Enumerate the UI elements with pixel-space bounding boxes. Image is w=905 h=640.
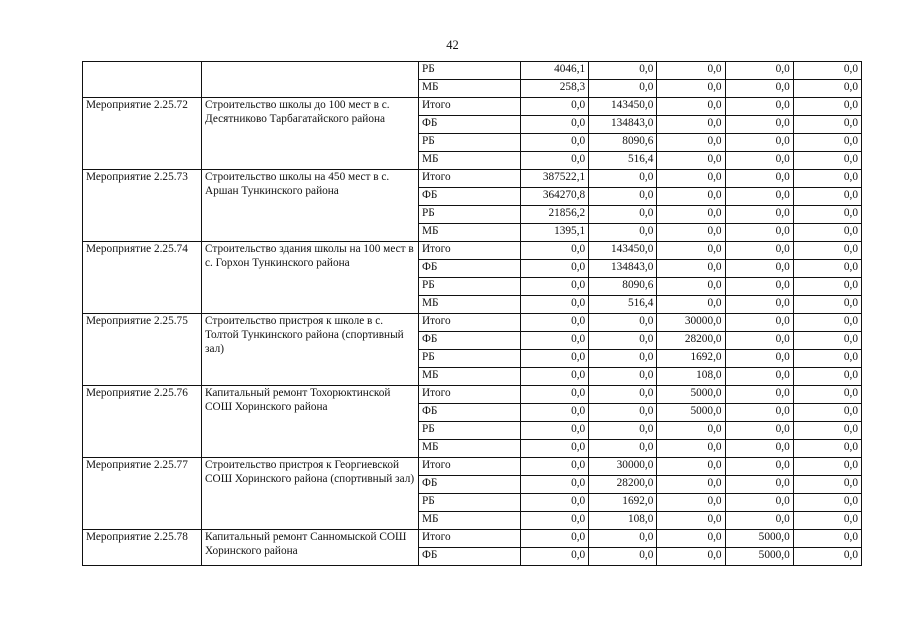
value-cell: 0,0	[725, 422, 793, 440]
value-cell: 0,0	[725, 386, 793, 404]
value-cell: 0,0	[725, 350, 793, 368]
value-cell: 0,0	[657, 134, 725, 152]
value-cell: 0,0	[793, 314, 861, 332]
value-cell: 0,0	[521, 422, 589, 440]
value-cell: 30000,0	[657, 314, 725, 332]
value-cell: 0,0	[793, 80, 861, 98]
value-cell: 5000,0	[657, 404, 725, 422]
value-cell: 0,0	[657, 278, 725, 296]
value-cell: 143450,0	[589, 242, 657, 260]
value-cell: 0,0	[521, 368, 589, 386]
value-cell: 0,0	[793, 278, 861, 296]
measure-id-cell: Мероприятие 2.25.78	[83, 530, 202, 566]
value-cell: 364270,8	[521, 188, 589, 206]
value-cell: 0,0	[793, 98, 861, 116]
value-cell: 0,0	[589, 224, 657, 242]
value-cell: 0,0	[657, 80, 725, 98]
value-cell: 0,0	[589, 548, 657, 566]
value-cell: 0,0	[521, 296, 589, 314]
value-cell: 0,0	[793, 440, 861, 458]
value-cell: 0,0	[793, 242, 861, 260]
value-cell: 0,0	[725, 260, 793, 278]
value-cell: 0,0	[589, 404, 657, 422]
source-cell: РБ	[419, 134, 521, 152]
source-cell: РБ	[419, 422, 521, 440]
value-cell: 0,0	[725, 458, 793, 476]
value-cell: 0,0	[725, 224, 793, 242]
value-cell: 0,0	[657, 116, 725, 134]
value-cell: 1395,1	[521, 224, 589, 242]
measure-id-cell: Мероприятие 2.25.76	[83, 386, 202, 458]
value-cell: 0,0	[793, 422, 861, 440]
value-cell: 5000,0	[725, 548, 793, 566]
value-cell: 8090,6	[589, 278, 657, 296]
value-cell: 0,0	[521, 332, 589, 350]
value-cell: 0,0	[589, 170, 657, 188]
page-number: 42	[446, 38, 459, 52]
source-cell: РБ	[419, 206, 521, 224]
value-cell: 0,0	[793, 152, 861, 170]
value-cell: 0,0	[725, 98, 793, 116]
source-cell: ФБ	[419, 476, 521, 494]
source-cell: МБ	[419, 440, 521, 458]
budget-table	[82, 61, 862, 566]
source-cell: Итого	[419, 242, 521, 260]
value-cell: 0,0	[657, 98, 725, 116]
source-cell: МБ	[419, 512, 521, 530]
table-row	[83, 458, 862, 476]
value-cell: 0,0	[725, 368, 793, 386]
table-row	[83, 242, 862, 260]
value-cell: 0,0	[521, 404, 589, 422]
value-cell: 0,0	[725, 404, 793, 422]
value-cell: 0,0	[793, 368, 861, 386]
value-cell: 1692,0	[657, 350, 725, 368]
value-cell: 0,0	[589, 350, 657, 368]
source-cell: МБ	[419, 368, 521, 386]
value-cell: 0,0	[589, 368, 657, 386]
value-cell: 0,0	[521, 152, 589, 170]
source-cell: МБ	[419, 224, 521, 242]
value-cell: 0,0	[725, 152, 793, 170]
measure-title-cell: Строительство пристроя к Георгиевской СОШ Хоринского района (спортивный зал)	[202, 458, 419, 530]
value-cell: 0,0	[725, 296, 793, 314]
value-cell: 0,0	[725, 80, 793, 98]
value-cell: 0,0	[657, 458, 725, 476]
value-cell: 0,0	[793, 458, 861, 476]
measure-id-cell: Мероприятие 2.25.72	[83, 98, 202, 170]
value-cell: 0,0	[521, 458, 589, 476]
measure-id-cell	[83, 62, 202, 98]
value-cell: 0,0	[725, 314, 793, 332]
measure-title-cell: Строительство школы до 100 мест в с. Десятниково Тарбагатайского района	[202, 98, 419, 170]
measure-title-cell	[202, 62, 419, 98]
value-cell: 387522,1	[521, 170, 589, 188]
source-cell: ФБ	[419, 260, 521, 278]
value-cell: 30000,0	[589, 458, 657, 476]
table-body	[83, 62, 862, 566]
value-cell: 0,0	[589, 80, 657, 98]
measure-title-cell: Капитальный ремонт Тохорюктинской СОШ Хоринского района	[202, 386, 419, 458]
source-cell: ФБ	[419, 332, 521, 350]
value-cell: 0,0	[521, 116, 589, 134]
value-cell: 0,0	[589, 332, 657, 350]
value-cell: 0,0	[725, 278, 793, 296]
value-cell: 0,0	[657, 422, 725, 440]
value-cell: 0,0	[521, 530, 589, 548]
value-cell: 258,3	[521, 80, 589, 98]
measure-title-cell: Строительство школы на 450 мест в с. Аршан Тункинского района	[202, 170, 419, 242]
value-cell: 0,0	[521, 512, 589, 530]
source-cell: РБ	[419, 350, 521, 368]
table-row	[83, 62, 862, 80]
value-cell: 0,0	[657, 206, 725, 224]
value-cell: 0,0	[793, 188, 861, 206]
source-cell: ФБ	[419, 404, 521, 422]
value-cell: 8090,6	[589, 134, 657, 152]
value-cell: 0,0	[793, 404, 861, 422]
value-cell: 0,0	[793, 296, 861, 314]
value-cell: 108,0	[589, 512, 657, 530]
value-cell: 0,0	[657, 242, 725, 260]
value-cell: 0,0	[725, 116, 793, 134]
value-cell: 0,0	[589, 62, 657, 80]
measure-title-cell: Строительство здания школы на 100 мест в с. Горхон Тункинского района	[202, 242, 419, 314]
value-cell: 0,0	[793, 332, 861, 350]
value-cell: 0,0	[521, 494, 589, 512]
source-cell: Итого	[419, 314, 521, 332]
source-cell: Итого	[419, 170, 521, 188]
value-cell: 0,0	[657, 170, 725, 188]
value-cell: 0,0	[521, 98, 589, 116]
value-cell: 0,0	[725, 134, 793, 152]
source-cell: РБ	[419, 62, 521, 80]
value-cell: 0,0	[657, 224, 725, 242]
source-cell: ФБ	[419, 116, 521, 134]
value-cell: 134843,0	[589, 260, 657, 278]
value-cell: 0,0	[793, 548, 861, 566]
measure-id-cell: Мероприятие 2.25.74	[83, 242, 202, 314]
source-cell: МБ	[419, 152, 521, 170]
table-row	[83, 170, 862, 188]
value-cell: 0,0	[657, 512, 725, 530]
source-cell: ФБ	[419, 548, 521, 566]
source-cell: РБ	[419, 494, 521, 512]
source-cell: Итого	[419, 458, 521, 476]
value-cell: 21856,2	[521, 206, 589, 224]
value-cell: 0,0	[793, 476, 861, 494]
value-cell: 0,0	[589, 440, 657, 458]
value-cell: 0,0	[657, 476, 725, 494]
value-cell: 134843,0	[589, 116, 657, 134]
source-cell: МБ	[419, 296, 521, 314]
value-cell: 0,0	[725, 476, 793, 494]
value-cell: 108,0	[657, 368, 725, 386]
value-cell: 0,0	[793, 512, 861, 530]
value-cell: 28200,0	[589, 476, 657, 494]
value-cell: 0,0	[589, 386, 657, 404]
value-cell: 0,0	[793, 134, 861, 152]
value-cell: 0,0	[793, 206, 861, 224]
value-cell: 0,0	[793, 170, 861, 188]
value-cell: 0,0	[521, 548, 589, 566]
value-cell: 0,0	[725, 494, 793, 512]
measure-id-cell: Мероприятие 2.25.75	[83, 314, 202, 386]
value-cell: 0,0	[657, 188, 725, 206]
value-cell: 0,0	[725, 332, 793, 350]
value-cell: 0,0	[793, 494, 861, 512]
value-cell: 0,0	[657, 494, 725, 512]
value-cell: 0,0	[657, 548, 725, 566]
value-cell: 0,0	[725, 188, 793, 206]
value-cell: 0,0	[657, 440, 725, 458]
value-cell: 0,0	[521, 440, 589, 458]
measure-title-cell: Строительство пристроя к школе в с. Толтой Тункинского района (спортивный зал)	[202, 314, 419, 386]
value-cell: 4046,1	[521, 62, 589, 80]
value-cell: 0,0	[793, 260, 861, 278]
value-cell: 0,0	[793, 530, 861, 548]
value-cell: 5000,0	[657, 386, 725, 404]
value-cell: 0,0	[793, 116, 861, 134]
value-cell: 0,0	[725, 242, 793, 260]
value-cell: 28200,0	[657, 332, 725, 350]
value-cell: 0,0	[521, 386, 589, 404]
value-cell: 0,0	[521, 314, 589, 332]
value-cell: 0,0	[725, 62, 793, 80]
value-cell: 0,0	[657, 260, 725, 278]
source-cell: РБ	[419, 278, 521, 296]
source-cell: МБ	[419, 80, 521, 98]
table-row	[83, 314, 862, 332]
value-cell: 0,0	[521, 260, 589, 278]
source-cell: ФБ	[419, 188, 521, 206]
value-cell: 0,0	[521, 350, 589, 368]
value-cell: 516,4	[589, 296, 657, 314]
source-cell: Итого	[419, 386, 521, 404]
source-cell: Итого	[419, 98, 521, 116]
value-cell: 0,0	[725, 206, 793, 224]
value-cell: 0,0	[589, 206, 657, 224]
value-cell: 0,0	[521, 134, 589, 152]
table-row	[83, 530, 862, 548]
value-cell: 0,0	[725, 440, 793, 458]
value-cell: 1692,0	[589, 494, 657, 512]
value-cell: 0,0	[725, 512, 793, 530]
table-row	[83, 386, 862, 404]
value-cell: 0,0	[521, 476, 589, 494]
value-cell: 0,0	[589, 188, 657, 206]
measure-id-cell: Мероприятие 2.25.73	[83, 170, 202, 242]
measure-id-cell: Мероприятие 2.25.77	[83, 458, 202, 530]
value-cell: 0,0	[657, 296, 725, 314]
value-cell: 0,0	[589, 530, 657, 548]
table-row	[83, 98, 862, 116]
value-cell: 0,0	[521, 242, 589, 260]
value-cell: 0,0	[521, 278, 589, 296]
value-cell: 143450,0	[589, 98, 657, 116]
value-cell: 0,0	[589, 422, 657, 440]
value-cell: 0,0	[657, 152, 725, 170]
value-cell: 0,0	[793, 350, 861, 368]
value-cell: 0,0	[793, 62, 861, 80]
value-cell: 5000,0	[725, 530, 793, 548]
value-cell: 0,0	[793, 386, 861, 404]
value-cell: 0,0	[725, 170, 793, 188]
measure-title-cell: Капитальный ремонт Санномыской СОШ Хоринского района	[202, 530, 419, 566]
source-cell: Итого	[419, 530, 521, 548]
value-cell: 0,0	[657, 530, 725, 548]
value-cell: 0,0	[657, 62, 725, 80]
value-cell: 0,0	[793, 224, 861, 242]
value-cell: 0,0	[589, 314, 657, 332]
value-cell: 516,4	[589, 152, 657, 170]
